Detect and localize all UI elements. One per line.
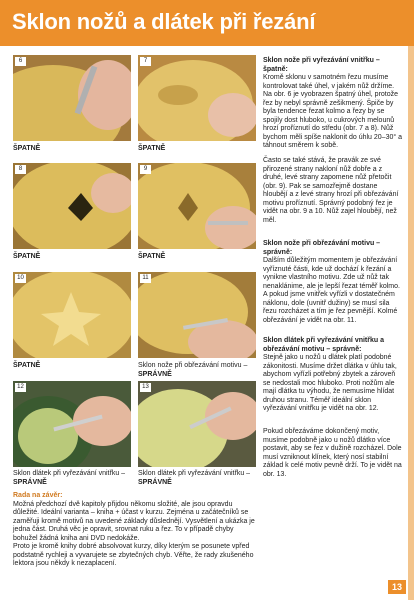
- photo-11: [138, 272, 256, 358]
- section-heading: Sklon dlátek při vyřezávání vnitřku a obřezávání motivu – správně:: [263, 337, 384, 353]
- section-knife-inner-wrong: [263, 57, 403, 151]
- photo-number: 8: [15, 165, 26, 174]
- photo-number: 11: [140, 274, 151, 283]
- photo-7-caption-text: ŠPATNĚ: [138, 145, 166, 152]
- photo-9-image: [138, 163, 256, 249]
- photo-13-caption: [138, 470, 250, 487]
- page-title: Sklon nožů a dlátek při řezání: [12, 9, 316, 34]
- photo-13: [138, 381, 256, 467]
- section-heading: Sklon nože při vyřezávání vnitřku – špatně:: [263, 57, 380, 73]
- photo-11-caption-line1: Sklon nože při obřezávání motivu –: [138, 362, 248, 369]
- photo-13-caption-line2: SPRÁVNĚ: [138, 478, 172, 486]
- page-number: 13: [388, 580, 406, 594]
- photo-number: 13: [140, 383, 151, 392]
- section-chisel-correct-cont: [263, 428, 403, 479]
- photo-8-caption-text: ŠPATNĚ: [13, 253, 41, 260]
- photo-10-caption-text: ŠPATNĚ: [13, 362, 41, 369]
- section-body: Dalším důležitým momentem je obřezávání vyříznuté části, kde už dochází k řezání a vynikne vlastního motivu. Zde už nůž tak nenaklánime, ale je lepší řezat téměř kolmo. A pokud jsme vnitřek vyřízli v dostatečném náklonu, dole (uvnitř dužiny) se musí sila řezu rozcházet a tím je řez pevnější. Kolmé obřezávání je vidět na obr. 11.: [263, 257, 400, 324]
- photo-11-caption-line2: SPRÁVNĚ: [138, 370, 172, 378]
- photo-12-image: [13, 381, 131, 467]
- section-chisel-correct: [263, 337, 403, 414]
- photo-8-image: [13, 163, 131, 249]
- section-knife-inner-wrong-cont: [263, 157, 403, 225]
- final-advice-body2: Proto je kromě knihy dobré absolvovat kurzy, díky kterým se posunete vpřed podstatně rychleji a vyvarujete se zbytečných chyb. Věřte, že rady zkušeného lektora jsou někdy k nezaplacení.: [13, 543, 254, 567]
- photo-6-caption: [13, 145, 40, 154]
- photo-9-caption: [138, 253, 165, 262]
- photo-12-caption: [13, 470, 125, 487]
- photo-9: [138, 163, 256, 249]
- photo-12-caption-line2: SPRÁVNĚ: [13, 478, 47, 486]
- photo-13-caption-line1: Sklon dlátek při vyřezávání vnitřku –: [138, 470, 251, 477]
- photo-12: [13, 381, 131, 467]
- photo-10: [13, 272, 131, 358]
- section-heading: Sklon nože při obřezávání motivu – správně:: [263, 240, 381, 256]
- photo-7-caption: [138, 145, 165, 154]
- section-body: Kromě sklonu v samotném řezu musíme kontrolovat také úhel, v jakém nůž držíme. Na obr. 6 je vyobrazen špatný úhel, protože řez by nebyl správně zešikmený. Špiče by byla tendence řezat kolmo a řezy by se spojily dost hluboko, u cukrových melounů hrozí proříznutí do středu (obr. 7 a 8). Nůž bychom měli spíše naklonit do úhlu 20–30° a táhnout směrem k sobě.: [263, 74, 402, 149]
- photo-12-caption-line1: Sklon dlátek při vyřezávání vnitřku –: [13, 470, 126, 477]
- section-body: Pokud obřezáváme dokončený motiv, musíme podobně jako u nožů dlátko více postavit, aby se řez v dužině rozcházel. Dole musí vzniknout klínek, který nosí stabilní základ k celé motiv pevně drží. To je vidět na obr. 13.: [263, 428, 402, 478]
- photo-10-image: [13, 272, 131, 358]
- photo-8-caption: [13, 253, 40, 262]
- section-body: Stejně jako u nožů u dlátek platí podobné zákonitosti. Musíme držet dlátka v úhlu tak, abychom vyřízli potřebný zbytek a zároveň se nedostali moc hluboko. Proti nožům ale mají dlátka tu výhodu, že nemusíme hlídat druhou stranu. Téměř ideální sklon vyřezávání vnitřku je vidět na obr. 12.: [263, 354, 397, 412]
- page-header: [0, 0, 414, 46]
- final-advice-body: Možná předchozí dvě kapitoly přijdou někomu složité, ale jsou opravdu důležité. Ideální varianta – kniha + účast v kurzu. Zejména u začátečníků se zaměřuji kromě motivů na uvedené základy důslednějí. Vysvětlení a ukázka je jedna část. Druhá věc je opravit, srovnat ruku a řez. To v případě chyby bohužel žádná kniha ani DVD nedokáže.: [13, 500, 255, 542]
- photo-13-image: [138, 381, 256, 467]
- photo-10-caption: [13, 362, 40, 371]
- photo-11-caption: [138, 362, 247, 379]
- photo-number: 7: [140, 57, 151, 66]
- final-advice-heading: Rada na závěr:: [13, 492, 63, 499]
- photo-6-caption-text: ŠPATNĚ: [13, 145, 41, 152]
- photo-number: 12: [15, 383, 26, 392]
- photo-7-image: [138, 55, 256, 141]
- section-body: Často se také stává, že pravák ze své přirozené strany nakloní nůž dobře a z druhé, levé strany zapomene nůž přetočit (obr. 9). Pak se samozřejmě dostane hloubějí a z levé strany hrozí při obřezávání motivu proříznutí. Správný podobný řez je vidět na obr. 9 a 10. Nůž zajel hloubějí, než měl.: [263, 157, 399, 224]
- photo-6: [13, 55, 131, 141]
- photo-11-image: [138, 272, 256, 358]
- photo-9-caption-text: ŠPATNĚ: [138, 253, 166, 260]
- page-edge-strip: [408, 46, 414, 600]
- photo-number: 10: [15, 274, 26, 283]
- photo-number: 9: [140, 165, 151, 174]
- final-advice: [13, 492, 259, 569]
- photo-number: 6: [15, 57, 26, 66]
- photo-8: [13, 163, 131, 249]
- section-knife-outline-correct: [263, 240, 403, 325]
- photo-6-image: [13, 55, 131, 141]
- photo-7: [138, 55, 256, 141]
